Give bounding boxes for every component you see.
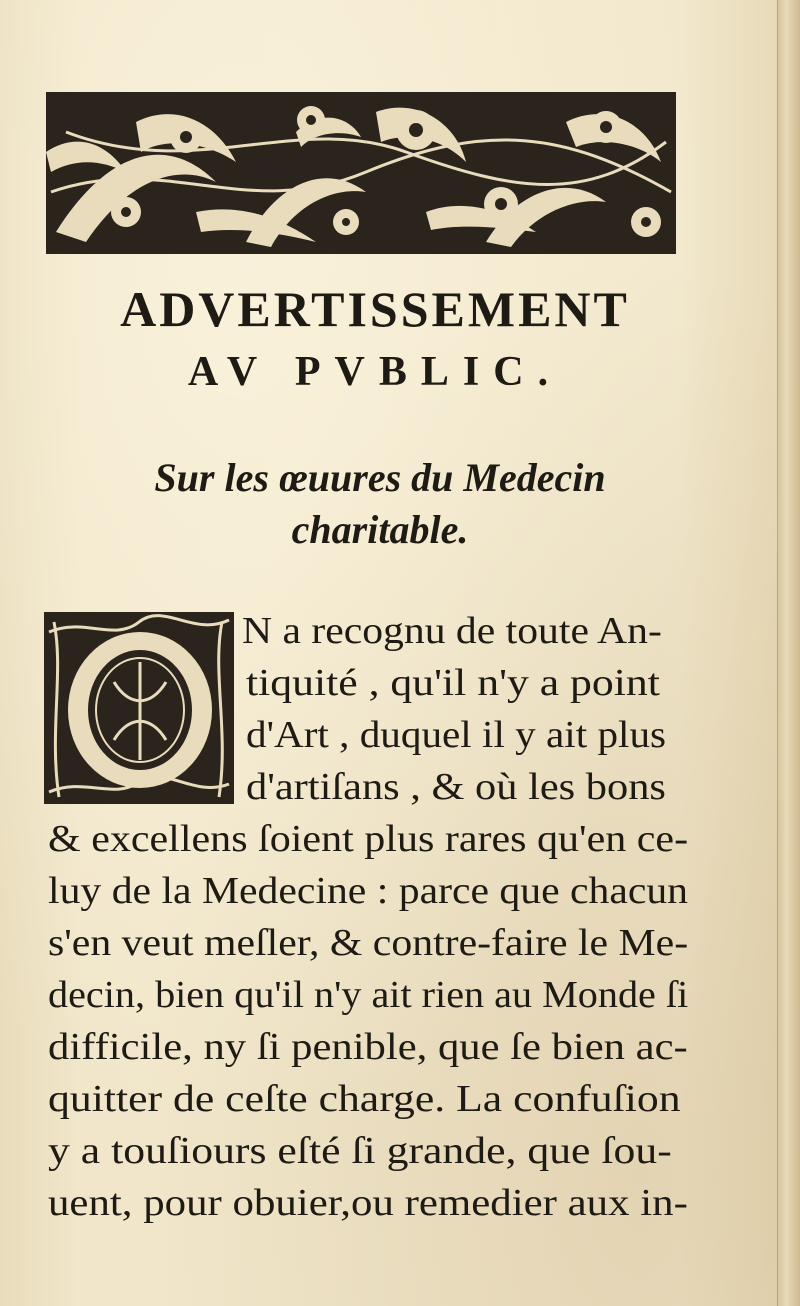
section-heading-line-2: charitable. [291,507,469,552]
text-line: & excellens ſoient plus rares qu'en ce- [48,818,689,860]
text-line: uent, pour obuier,ou remedier aux in- [48,1182,688,1224]
text-line: d'artiſans , & où les bons [246,766,666,808]
text-line: decin, bien qu'il n'y ait rien au Monde ſi [48,974,689,1016]
text-line: N a recognu de toute An- [242,610,662,652]
text-line: s'en veut meſler, & contre-faire le Me- [48,922,689,964]
section-heading [60,452,700,556]
text-line: y a touſiours eſté ſi grande, que ſou- [48,1130,672,1172]
page-subtitle: AV PVBLIC. [187,349,563,395]
text-line: quitter de ceſte charge. La confuſion [48,1078,681,1120]
page-title: ADVERTISSEMENT [120,281,630,337]
page-gutter [777,0,800,1306]
text-line: d'Art , duquel il y ait plus [246,714,667,756]
ornamental-initial-o [44,612,234,804]
floral-headpiece-ornament [46,92,676,254]
text-line: tiquité , qu'il n'y a point [246,662,660,704]
section-heading-line-1: Sur les œuures du Medecin [154,455,606,500]
text-line: difficile, ny ſi penible, que ſe bien ac- [48,1026,688,1068]
dropcap-letter: O [139,730,141,731]
text-line: luy de la Medecine : parce que chacun [48,870,689,912]
